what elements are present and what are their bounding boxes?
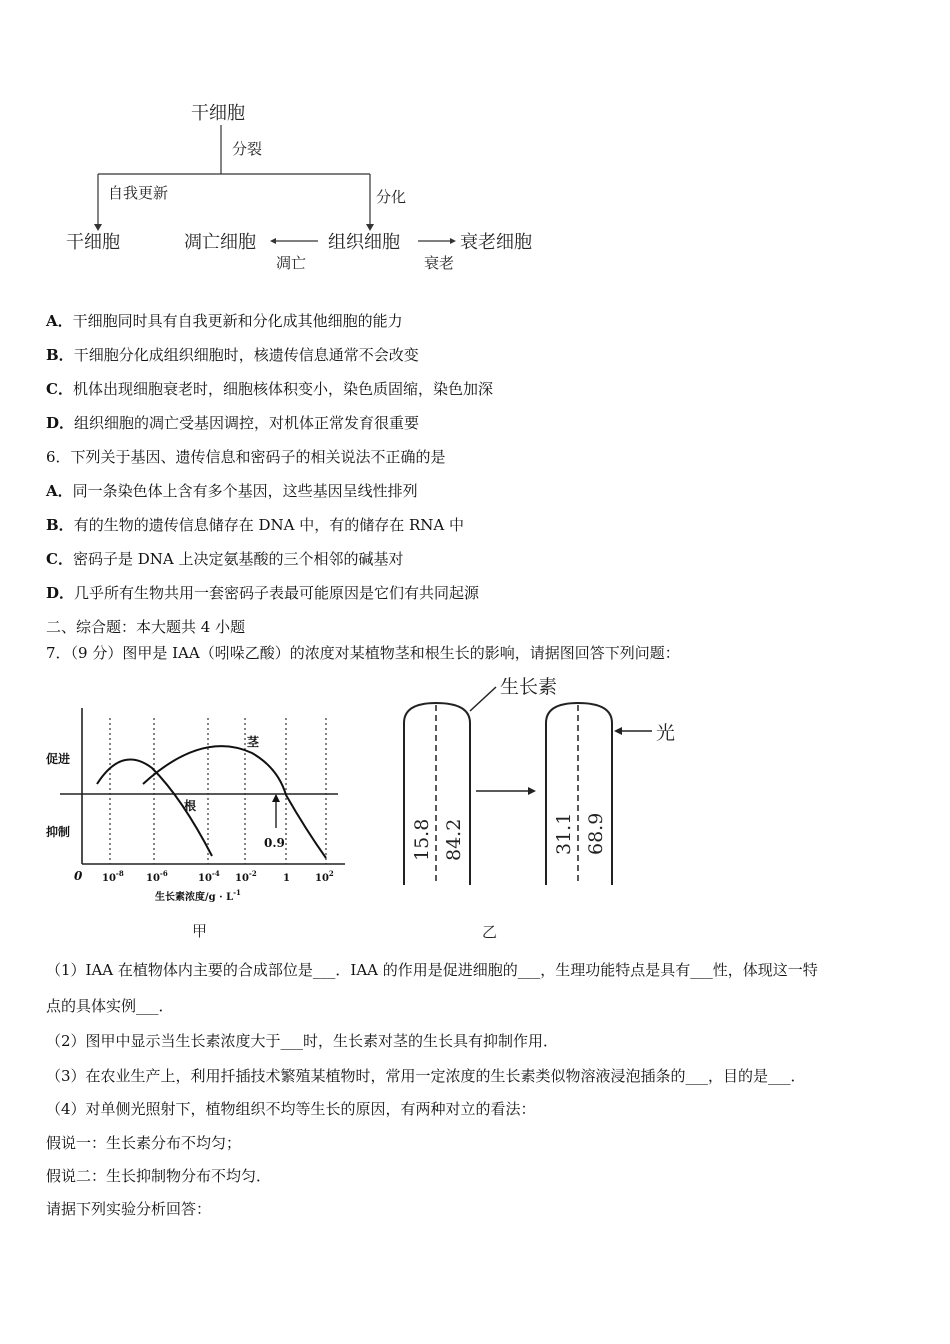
x-tick-exp: -6 — [159, 869, 168, 878]
analysis-prompt: 请据下列实验分析回答： — [46, 1200, 212, 1218]
left-value-shaded: 15.8 — [411, 818, 433, 861]
x-tick — [198, 869, 220, 884]
diagram-split-label: 分裂 — [232, 140, 263, 158]
q7-sub4: （4）对单侧光照射下，植物组织不均等生长的原因，有两种对立的看法： — [46, 1100, 536, 1118]
q6-stem: 6．下列关于基因、遗传信息和密码子的相关说法不正确的是 — [46, 448, 446, 466]
light-arrow-head — [614, 727, 622, 735]
option-text: 组织细胞的凋亡受基因调控，对机体正常发育很重要 — [74, 414, 420, 432]
x-axis-label-sup: -1 — [233, 888, 241, 897]
q6-option-d — [46, 583, 479, 603]
diagram-differentiate-label: 分化 — [376, 188, 407, 206]
x-tick-base: 10 — [235, 873, 249, 884]
x-tick — [102, 869, 124, 884]
q7-sub3: （3）在农业生产上，利用扦插技术繁殖某植物时，常用一定浓度的生长素类似物溶液浸泡插条的___，目的是___． — [46, 1067, 806, 1085]
diagram-tissue-node: 组织细胞 — [328, 232, 400, 253]
q6-option-c — [46, 549, 403, 569]
q7-stem — [46, 643, 680, 663]
x-tick-exp: -4 — [211, 869, 220, 878]
option-text: 密码子是 DNA 上决定氨基酸的三个相邻的碱基对 — [72, 550, 404, 568]
x-axis-label-text: 生长素浓度/g · L — [155, 892, 234, 903]
option-letter: B． — [46, 346, 74, 364]
q5-option-b — [46, 345, 419, 365]
x-tick-exp: -2 — [248, 869, 257, 878]
diagram-aging-label: 衰老 — [424, 254, 455, 272]
gridlines — [110, 718, 326, 864]
q7-score: 7．（9 分） — [46, 644, 123, 662]
q7-sub1-line1: （1）IAA 在植物体内主要的合成部位是___．IAA 的作用是促进细胞的___，生理功能特点是具有___性，体现这一特 — [46, 961, 818, 979]
q7-sub2: （2）图甲中显示当生长素浓度大于___时，生长素对茎的生长具有抑制作用． — [46, 1032, 559, 1050]
figure-yi-caption: 乙 — [482, 923, 498, 941]
right-coleoptile — [546, 703, 612, 885]
x-tick-base: 10 — [198, 873, 212, 884]
x-tick-base: 10 — [315, 873, 329, 884]
option-text: 干细胞同时具有自我更新和分化成其他细胞的能力 — [72, 312, 403, 330]
option-text: 干细胞分化成组织细胞时，核遗传信息通常不会改变 — [73, 346, 419, 364]
x-tick — [283, 873, 290, 884]
figure-jia — [40, 700, 360, 950]
auxin-label: 生长素 — [500, 676, 558, 698]
option-letter: A． — [46, 482, 73, 500]
right-value-shaded: 31.1 — [553, 812, 575, 855]
option-text: 机体出现细胞衰老时，细胞核体积变小，染色质固缩，染色加深 — [72, 380, 493, 398]
transfer-arrow-head — [528, 787, 536, 795]
option-text: 同一条染色体上含有多个基因，这些基因呈线性排列 — [72, 482, 418, 500]
hypothesis-1: 假说一：生长素分布不均匀； — [46, 1134, 242, 1152]
left-value-lit: 84.2 — [443, 818, 465, 861]
diagram-aging-node: 衰老细胞 — [460, 232, 532, 253]
x-tick-base: 10 — [146, 873, 160, 884]
x-tick-base: 1 — [283, 873, 290, 884]
y-inhibit-label: 抑制 — [46, 825, 71, 839]
option-letter: A． — [46, 312, 73, 330]
diagram-apoptosis-label: 凋亡 — [276, 254, 307, 272]
x-tick — [235, 869, 257, 884]
diagram-self-renew-label: 自我更新 — [108, 184, 169, 202]
option-text: 有的生物的遗传信息储存在 DNA 中，有的储存在 RNA 中 — [73, 516, 464, 534]
option-letter: C． — [46, 380, 73, 398]
option-letter: B． — [46, 516, 74, 534]
q5-option-a — [46, 311, 403, 331]
option-letter: C． — [46, 550, 73, 568]
diagram-left-node: 干细胞 — [66, 232, 120, 253]
x-tick-exp: -8 — [115, 869, 124, 878]
x-tick-base: 10 — [102, 873, 116, 884]
marker-arrow — [272, 794, 280, 802]
auxin-pointer — [470, 687, 496, 711]
hypothesis-2: 假说二：生长抑制物分布不均匀． — [46, 1167, 272, 1185]
x-tick — [315, 869, 334, 884]
right-value-lit: 68.9 — [585, 812, 607, 855]
q7-stem-text: 图甲是 IAA（吲哚乙酸）的浓度对某植物茎和根生长的影响，请据图回答下列问题： — [122, 644, 680, 662]
y-promote-label: 促进 — [46, 752, 71, 766]
origin-label: 0 — [74, 869, 83, 883]
diagram-top-node: 干细胞 — [191, 103, 245, 124]
stem-curve — [143, 746, 326, 858]
figure-yi — [390, 665, 710, 950]
q5-option-c — [46, 379, 493, 399]
option-letter: D． — [46, 414, 75, 432]
x-tick — [146, 869, 168, 884]
x-tick-exp: 2 — [328, 869, 334, 878]
option-text: 几乎所有生物共用一套密码子表最可能原因是它们有共同起源 — [74, 584, 480, 602]
q6-option-a — [46, 481, 418, 501]
figure-jia-caption: 甲 — [192, 922, 208, 940]
q6-option-b — [46, 515, 464, 535]
option-letter: D． — [46, 584, 75, 602]
q7-sub1-line2: 点的具体实例___． — [46, 997, 174, 1015]
section-heading: 二、综合题：本大题共 4 小题 — [46, 618, 246, 636]
stem-label: 茎 — [247, 735, 260, 749]
light-label: 光 — [656, 722, 676, 744]
marker-label: 0.9 — [264, 836, 285, 850]
root-label: 根 — [184, 799, 197, 813]
x-axis-label — [155, 888, 241, 903]
diagram-apoptotic-node: 凋亡细胞 — [184, 232, 256, 253]
cell-fate-diagram — [0, 90, 600, 280]
q5-option-d — [46, 413, 419, 433]
